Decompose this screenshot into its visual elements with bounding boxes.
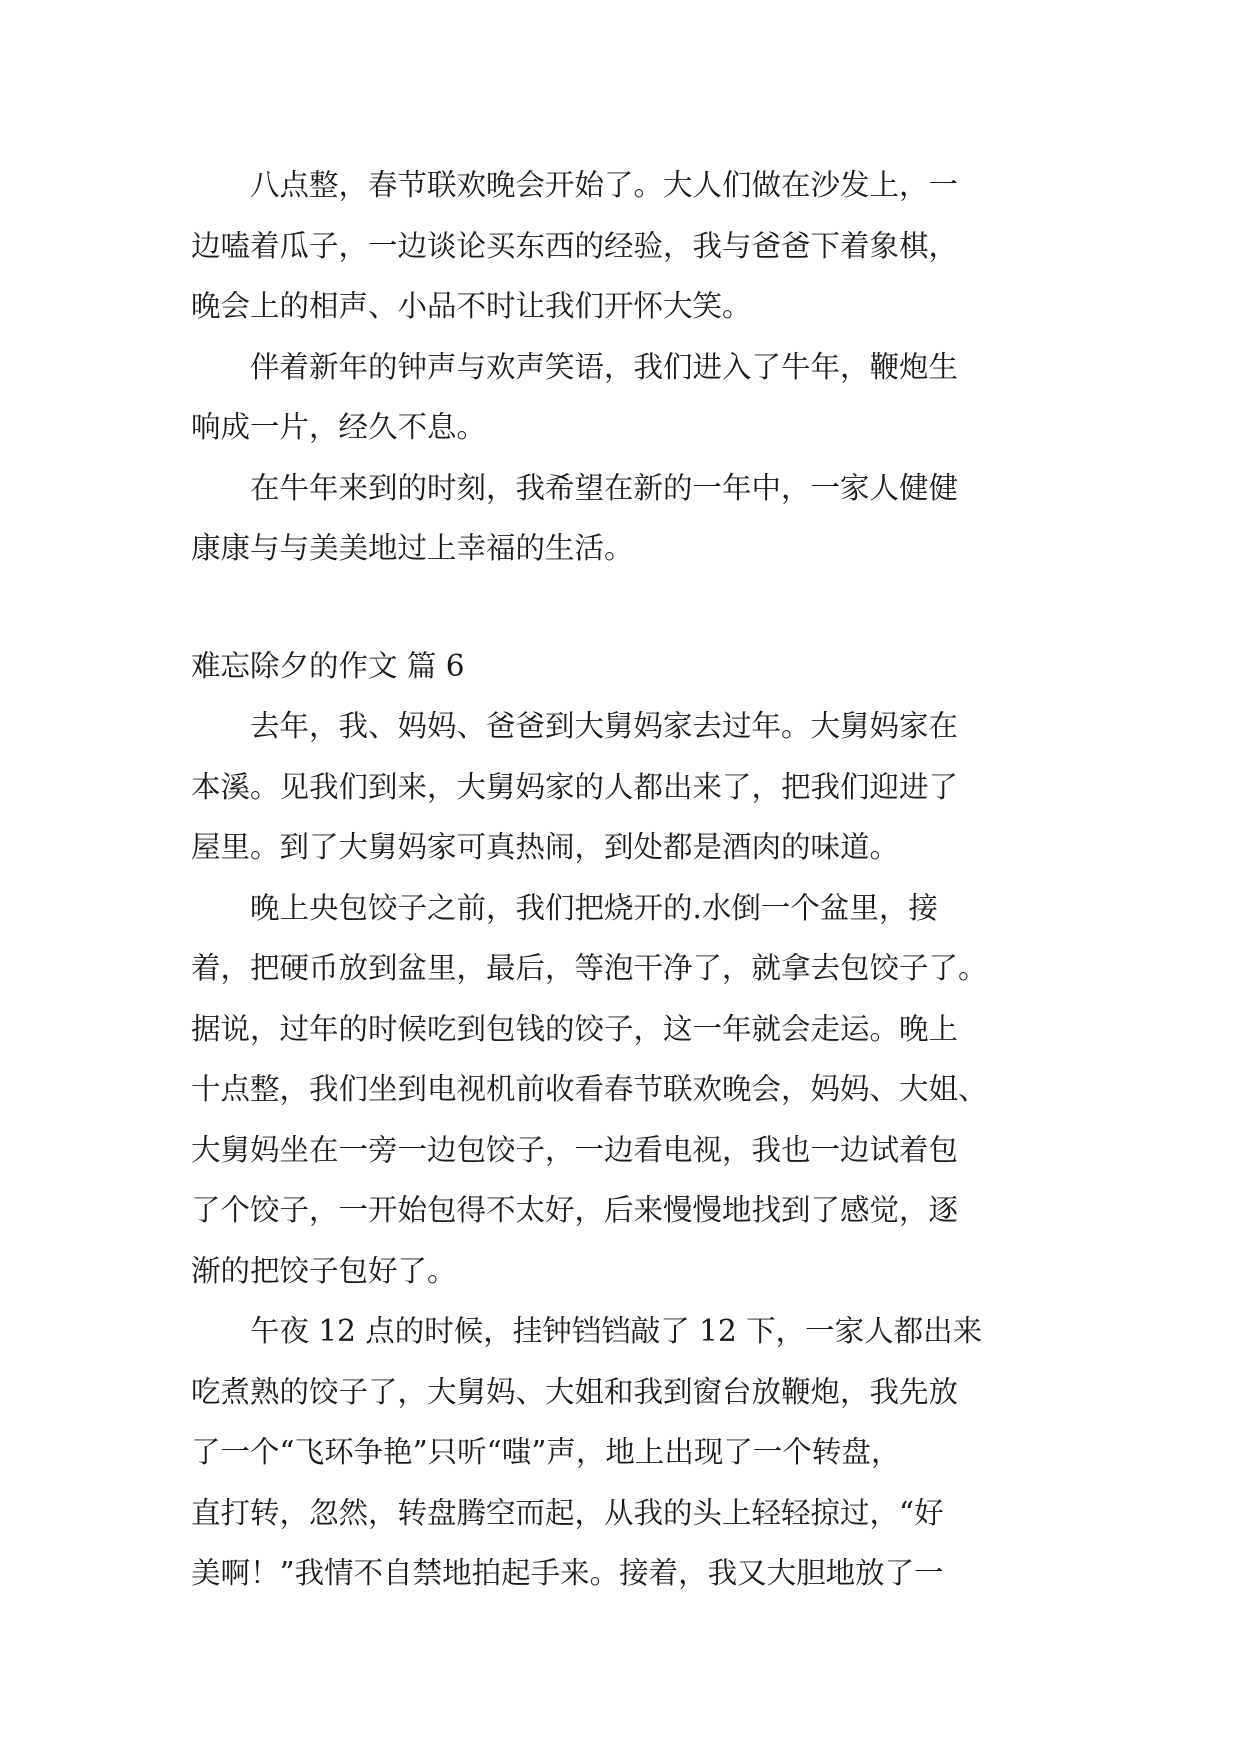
text-line: 大舅妈坐在一旁一边包饺子，一边看电视，我也一边试着包 xyxy=(191,1132,959,1167)
text-line: 晚上央包饺子之前，我们把烧开的.水倒一个盆里，接 xyxy=(250,890,938,925)
text-line: 边嗑着瓜子，一边谈论买东西的经验，我与爸爸下着象棋， xyxy=(191,228,959,263)
text-line: 康康与与美美地过上幸福的生活。 xyxy=(191,531,634,565)
text-line: 据说，过年的时候吃到包钱的饺子，这一年就会走运。晚上 xyxy=(191,1011,959,1046)
text-line: 直打转，忽然，转盘腾空而起，从我的头上轻轻掠过，“好 xyxy=(191,1495,944,1530)
text-line: 本溪。见我们到来，大舅妈家的人都出来了，把我们迎进了 xyxy=(191,769,959,804)
document-body xyxy=(191,155,1051,1604)
text-line: 在牛年来到的时刻，我希望在新的一年中，一家人健健 xyxy=(250,470,959,505)
text-line: 美啊！”我情不自禁地拍起手来。接着，我又大胆地放了一 xyxy=(191,1556,944,1590)
text-line: 了一个“飞环争艳”只听“嗤”声，地上出现了一个转盘， xyxy=(191,1435,901,1469)
section-spacer xyxy=(191,579,1051,636)
text-line: 了个饺子，一开始包得不太好，后来慢慢地找到了感觉，逐 xyxy=(191,1193,959,1227)
section-title: 难忘除夕的作文 篇 6 xyxy=(191,648,465,683)
text-line: 渐的把饺子包好了。 xyxy=(191,1253,457,1288)
paragraph xyxy=(191,696,1051,878)
text-line: 午夜 12 点的时候，挂钟铛铛敲了 12 下，一家人都出来 xyxy=(250,1314,983,1348)
text-line: 着，把硬币放到盆里，最后，等泡干净了，就拿去包饺子了。 xyxy=(191,951,988,985)
paragraph xyxy=(191,1301,1051,1604)
text-line: 伴着新年的钟声与欢声笑语，我们进入了牛年，鞭炮生 xyxy=(250,349,959,384)
paragraph xyxy=(191,337,1051,458)
text-line: 去年，我、妈妈、爸爸到大舅妈家去过年。大舅妈家在 xyxy=(250,709,959,743)
text-line: 八点整，春节联欢晚会开始了。大人们做在沙发上，一 xyxy=(250,168,959,202)
paragraph xyxy=(191,878,1051,1302)
text-line: 响成一片，经久不息。 xyxy=(191,410,487,444)
paragraph xyxy=(191,458,1051,579)
text-line: 吃煮熟的饺子了，大舅妈、大姐和我到窗台放鞭炮，我先放 xyxy=(191,1374,959,1409)
text-line: 屋里。到了大舅妈家可真热闹，到处都是酒肉的味道。 xyxy=(191,830,900,864)
text-line: 十点整，我们坐到电视机前收看春节联欢晚会，妈妈、大姐、 xyxy=(191,1072,988,1106)
paragraph xyxy=(191,155,1051,337)
text-line: 晚会上的相声、小品不时让我们开怀大笑。 xyxy=(191,289,752,323)
